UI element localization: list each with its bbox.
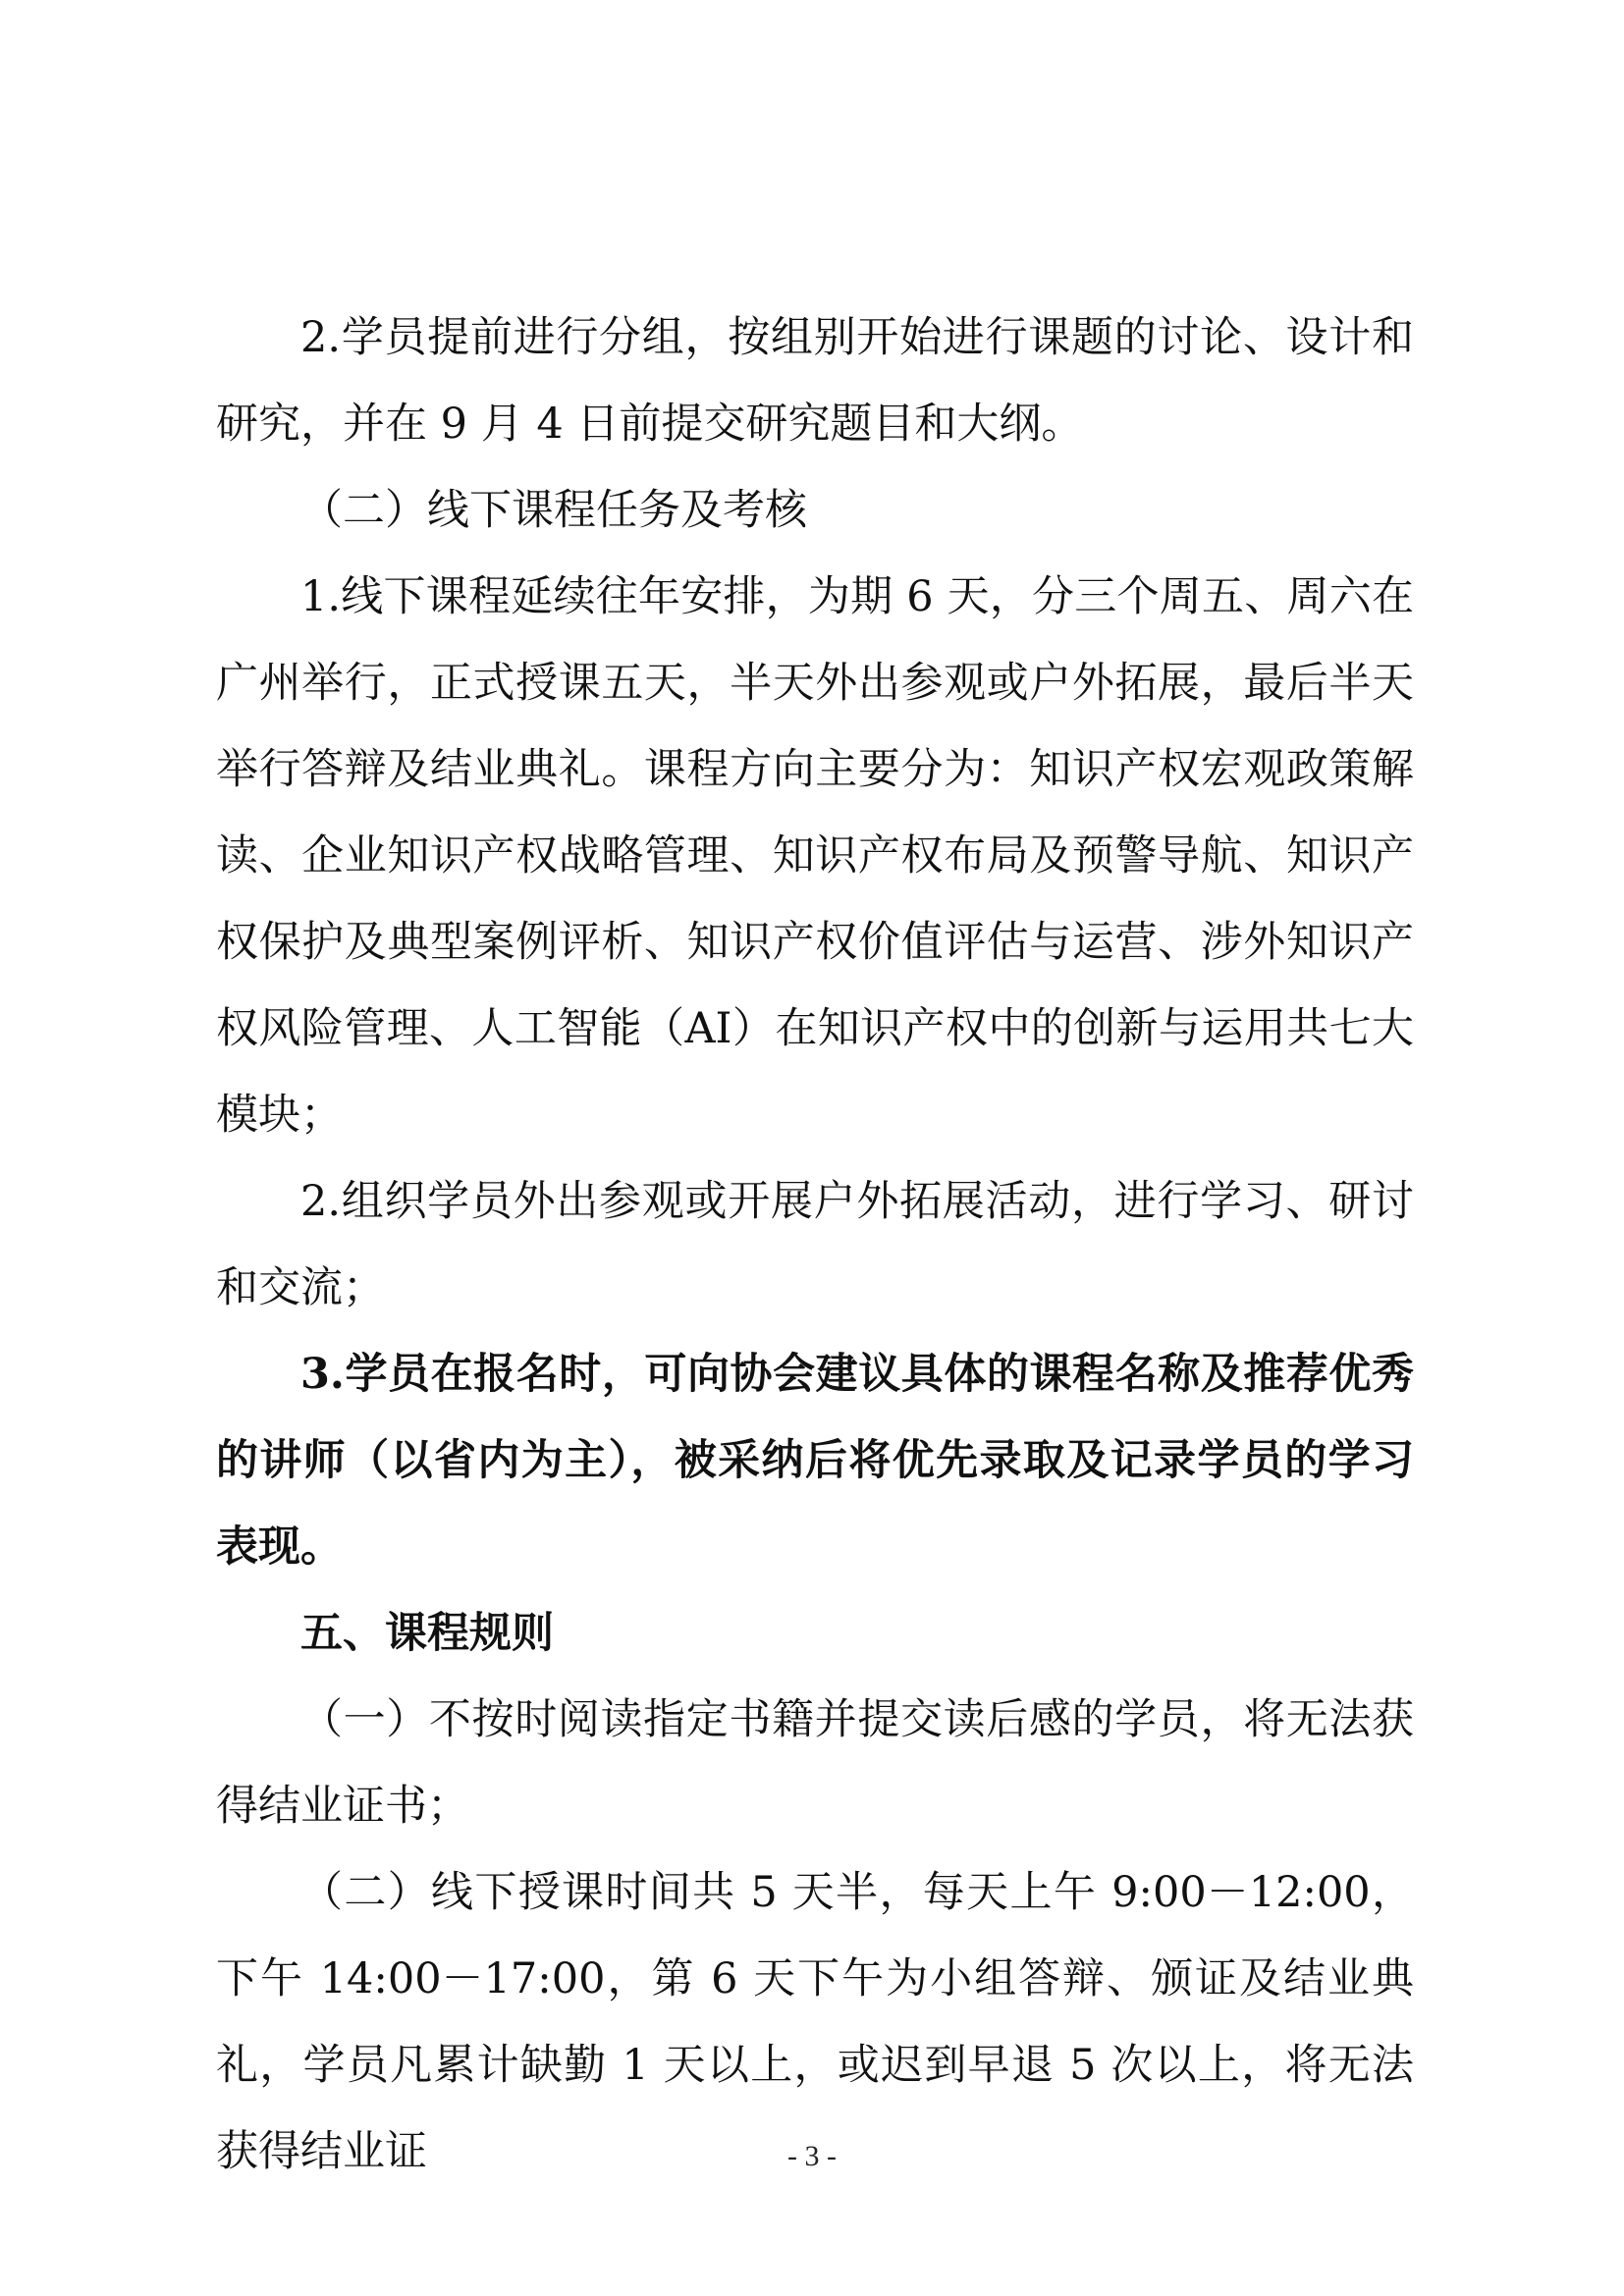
heading-course-rules: 五、课程规则 xyxy=(300,1609,554,1658)
paragraph-rule-attendance: （二）线下授课时间共 5 天半，每天上午 9:00－12:00，下午 14:00－17:00，第 6 天下午为小组答辩、颁证及结业典礼，学员凡累计缺勤 1 天以上，或迟到早退 5 次以上，将无法获得结业证 xyxy=(216,1868,1414,2176)
heading-offline-course-tasks: （二）线下课程任务及考核 xyxy=(300,486,807,535)
paragraph-grouping-research: 2.学员提前进行分组，按组别开始进行课题的讨论、设计和研究，并在 9 月 4 日前提交研究题目和大纲。 xyxy=(216,313,1414,449)
page-number: - 3 - xyxy=(787,2140,837,2172)
paragraph-course-suggestion: 3.学员在报名时，可向协会建议具体的课程名称及推荐优秀的讲师（以省内为主），被采纳后将优先录取及记录学员的学习表现。 xyxy=(216,1350,1414,1572)
paragraph-offline-course-arrangement: 1.线下课程延续往年安排，为期 6 天，分三个周五、周六在广州举行，正式授课五天，半天外出参观或户外拓展，最后半天举行答辩及结业典礼。课程方向主要分为：知识产权宏观政策解读、企业知识产权战略管理、知识产权布局及预警导航、知识产权保护及典型案例评析、知识产权价值评估与运营、涉外知识产权风险管理、人工智能（AI）在知识产权中的创新与运用共七大模块； xyxy=(216,572,1414,1140)
paragraph-outings-activities: 2.组织学员外出参观或开展户外拓展活动，进行学习、研讨和交流； xyxy=(216,1177,1414,1312)
paragraph-rule-reading: （一）不按时阅读指定书籍并提交读后感的学员，将无法获得结业证书； xyxy=(216,1695,1414,1831)
page-body xyxy=(216,294,1414,2195)
